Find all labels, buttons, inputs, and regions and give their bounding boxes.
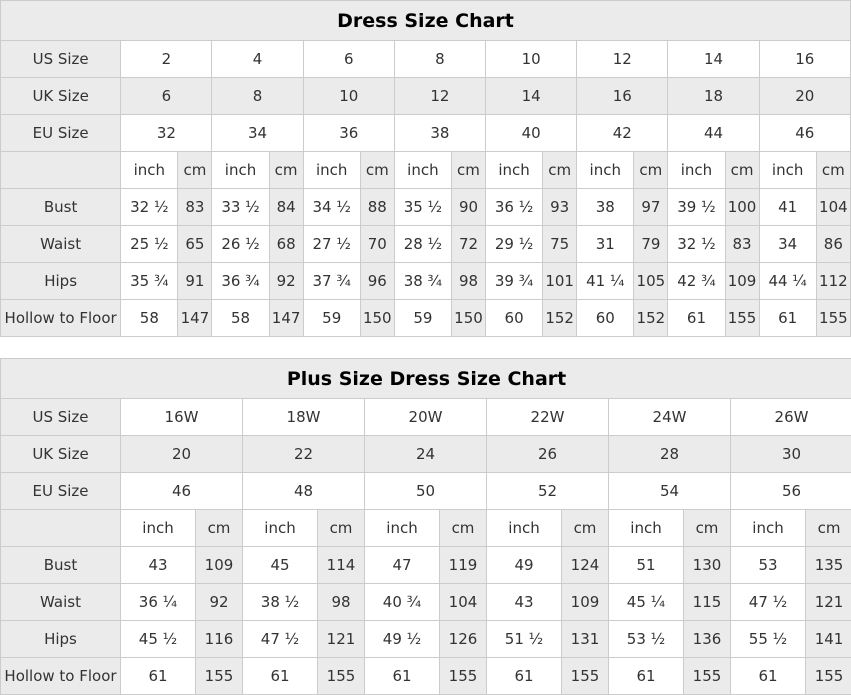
cm-value-cell: 104 (440, 584, 487, 621)
unit-header-inch-cell: inch (759, 152, 816, 189)
size-value-cell: 20 (121, 436, 243, 473)
unit-header-inch-cell: inch (394, 152, 451, 189)
row-label: Hips (1, 263, 121, 300)
inch-value-cell: 61 (365, 658, 440, 695)
cm-value-cell: 90 (451, 189, 485, 226)
cm-value-cell: 124 (562, 547, 609, 584)
cm-value-cell: 109 (725, 263, 759, 300)
cm-value-cell: 131 (562, 621, 609, 658)
inch-value-cell: 61 (731, 658, 806, 695)
size-row (1, 436, 851, 473)
size-value-cell: 10 (303, 78, 394, 115)
inch-value-cell: 28 ½ (394, 226, 451, 263)
size-value-cell: 30 (731, 436, 851, 473)
size-value-cell: 18 (668, 78, 759, 115)
cm-value-cell: 155 (440, 658, 487, 695)
cm-value-cell: 98 (318, 584, 365, 621)
inch-value-cell: 58 (212, 300, 269, 337)
inch-value-cell: 61 (243, 658, 318, 695)
inch-value-cell: 34 ½ (303, 189, 360, 226)
unit-header-cm-cell: cm (360, 152, 394, 189)
cm-value-cell: 109 (562, 584, 609, 621)
inch-value-cell: 61 (759, 300, 816, 337)
measurement-row (1, 584, 851, 621)
inch-value-cell: 33 ½ (212, 189, 269, 226)
inch-value-cell: 32 ½ (121, 189, 178, 226)
inch-value-cell: 47 (365, 547, 440, 584)
cm-value-cell: 98 (451, 263, 485, 300)
cm-value-cell: 88 (360, 189, 394, 226)
size-value-cell: 48 (243, 473, 365, 510)
inch-value-cell: 44 ¼ (759, 263, 816, 300)
cm-value-cell: 126 (440, 621, 487, 658)
size-value-cell: 16 (759, 41, 850, 78)
inch-value-cell: 41 (759, 189, 816, 226)
size-value-cell: 12 (394, 78, 485, 115)
size-value-cell: 2 (121, 41, 212, 78)
cm-value-cell: 141 (806, 621, 851, 658)
size-row (1, 473, 851, 510)
cm-value-cell: 119 (440, 547, 487, 584)
unit-header-inch-cell: inch (577, 152, 634, 189)
cm-value-cell: 92 (196, 584, 243, 621)
cm-value-cell: 147 (178, 300, 212, 337)
cm-value-cell: 130 (684, 547, 731, 584)
size-value-cell: 16 (577, 78, 668, 115)
measurement-row (1, 300, 851, 337)
cm-value-cell: 86 (816, 226, 850, 263)
table-title: Plus Size Dress Size Chart (1, 359, 851, 399)
cm-value-cell: 79 (634, 226, 668, 263)
inch-value-cell: 37 ¾ (303, 263, 360, 300)
unit-header-row (1, 152, 851, 189)
unit-header-cm-cell: cm (806, 510, 851, 547)
cm-value-cell: 96 (360, 263, 394, 300)
row-label: UK Size (1, 78, 121, 115)
cm-value-cell: 155 (725, 300, 759, 337)
inch-value-cell: 29 ½ (486, 226, 543, 263)
row-label: UK Size (1, 436, 121, 473)
row-label: Hollow to Floor (1, 300, 121, 337)
inch-value-cell: 51 (609, 547, 684, 584)
cm-value-cell: 65 (178, 226, 212, 263)
size-value-cell: 4 (212, 41, 303, 78)
inch-value-cell: 34 (759, 226, 816, 263)
unit-header-inch-cell: inch (121, 152, 178, 189)
inch-value-cell: 26 ½ (212, 226, 269, 263)
unit-header-inch-cell: inch (121, 510, 196, 547)
inch-value-cell: 43 (487, 584, 562, 621)
inch-value-cell: 36 ½ (486, 189, 543, 226)
size-value-cell: 56 (731, 473, 851, 510)
cm-value-cell: 100 (725, 189, 759, 226)
row-label: Bust (1, 189, 121, 226)
size-value-cell: 8 (212, 78, 303, 115)
cm-value-cell: 155 (816, 300, 850, 337)
row-label: EU Size (1, 473, 121, 510)
unit-header-inch-cell: inch (668, 152, 725, 189)
size-value-cell: 54 (609, 473, 731, 510)
size-value-cell: 46 (759, 115, 850, 152)
inch-value-cell: 61 (609, 658, 684, 695)
inch-value-cell: 39 ¾ (486, 263, 543, 300)
inch-value-cell: 45 ¼ (609, 584, 684, 621)
cm-value-cell: 68 (269, 226, 303, 263)
cm-value-cell: 83 (178, 189, 212, 226)
cm-value-cell: 84 (269, 189, 303, 226)
unit-header-cm-cell: cm (634, 152, 668, 189)
measurement-row (1, 189, 851, 226)
unit-header-inch-cell: inch (365, 510, 440, 547)
row-label: US Size (1, 41, 121, 78)
size-value-cell: 42 (577, 115, 668, 152)
unit-header-cm-cell: cm (684, 510, 731, 547)
size-value-cell: 34 (212, 115, 303, 152)
inch-value-cell: 27 ½ (303, 226, 360, 263)
size-chart-table (0, 0, 851, 337)
size-value-cell: 22W (487, 399, 609, 436)
unit-header-inch-cell: inch (609, 510, 684, 547)
plus-size-dress-size-chart-section (0, 358, 851, 695)
unit-header-inch-cell: inch (212, 152, 269, 189)
inch-value-cell: 51 ½ (487, 621, 562, 658)
inch-value-cell: 55 ½ (731, 621, 806, 658)
cm-value-cell: 92 (269, 263, 303, 300)
unit-header-inch-cell: inch (487, 510, 562, 547)
size-value-cell: 40 (486, 115, 577, 152)
size-value-cell: 18W (243, 399, 365, 436)
cm-value-cell: 97 (634, 189, 668, 226)
cm-value-cell: 75 (543, 226, 577, 263)
inch-value-cell: 38 ½ (243, 584, 318, 621)
cm-value-cell: 83 (725, 226, 759, 263)
unit-header-cm-cell: cm (269, 152, 303, 189)
cm-value-cell: 136 (684, 621, 731, 658)
size-value-cell: 44 (668, 115, 759, 152)
size-row (1, 115, 851, 152)
row-label: Hollow to Floor (1, 658, 121, 695)
unit-header-row (1, 510, 851, 547)
inch-value-cell: 47 ½ (243, 621, 318, 658)
inch-value-cell: 39 ½ (668, 189, 725, 226)
size-value-cell: 28 (609, 436, 731, 473)
inch-value-cell: 38 (577, 189, 634, 226)
size-value-cell: 52 (487, 473, 609, 510)
size-value-cell: 10 (486, 41, 577, 78)
cm-value-cell: 155 (684, 658, 731, 695)
cm-value-cell: 109 (196, 547, 243, 584)
unit-header-inch-cell: inch (486, 152, 543, 189)
size-value-cell: 26 (487, 436, 609, 473)
inch-value-cell: 41 ¼ (577, 263, 634, 300)
cm-value-cell: 93 (543, 189, 577, 226)
size-chart-table (0, 358, 851, 695)
inch-value-cell: 35 ½ (394, 189, 451, 226)
cm-value-cell: 155 (196, 658, 243, 695)
size-value-cell: 22 (243, 436, 365, 473)
measurement-row (1, 658, 851, 695)
cm-value-cell: 155 (562, 658, 609, 695)
measurement-row (1, 621, 851, 658)
inch-value-cell: 61 (121, 658, 196, 695)
row-label: Waist (1, 584, 121, 621)
size-value-cell: 50 (365, 473, 487, 510)
cm-value-cell: 147 (269, 300, 303, 337)
unit-header-inch-cell: inch (731, 510, 806, 547)
cm-value-cell: 115 (684, 584, 731, 621)
inch-value-cell: 49 ½ (365, 621, 440, 658)
inch-value-cell: 60 (486, 300, 543, 337)
row-label: US Size (1, 399, 121, 436)
unit-header-cm-cell: cm (543, 152, 577, 189)
size-value-cell: 14 (668, 41, 759, 78)
cm-value-cell: 121 (318, 621, 365, 658)
inch-value-cell: 47 ½ (731, 584, 806, 621)
cm-value-cell: 72 (451, 226, 485, 263)
cm-value-cell: 155 (318, 658, 365, 695)
size-value-cell: 20 (759, 78, 850, 115)
size-value-cell: 32 (121, 115, 212, 152)
cm-value-cell: 105 (634, 263, 668, 300)
size-value-cell: 20W (365, 399, 487, 436)
cm-value-cell: 104 (816, 189, 850, 226)
unit-header-cm-cell: cm (440, 510, 487, 547)
inch-value-cell: 61 (668, 300, 725, 337)
measurement-row (1, 547, 851, 584)
inch-value-cell: 45 (243, 547, 318, 584)
cm-value-cell: 91 (178, 263, 212, 300)
measurement-row (1, 226, 851, 263)
unit-header-cm-cell: cm (318, 510, 365, 547)
cm-value-cell: 114 (318, 547, 365, 584)
cm-value-cell: 152 (634, 300, 668, 337)
inch-value-cell: 32 ½ (668, 226, 725, 263)
cm-value-cell: 152 (543, 300, 577, 337)
size-value-cell: 38 (394, 115, 485, 152)
cm-value-cell: 101 (543, 263, 577, 300)
size-value-cell: 6 (121, 78, 212, 115)
size-value-cell: 6 (303, 41, 394, 78)
inch-value-cell: 58 (121, 300, 178, 337)
inch-value-cell: 61 (487, 658, 562, 695)
cm-value-cell: 112 (816, 263, 850, 300)
size-value-cell: 14 (486, 78, 577, 115)
inch-value-cell: 38 ¾ (394, 263, 451, 300)
row-label-empty (1, 510, 121, 547)
inch-value-cell: 25 ½ (121, 226, 178, 263)
row-label: Hips (1, 621, 121, 658)
cm-value-cell: 155 (806, 658, 851, 695)
size-value-cell: 12 (577, 41, 668, 78)
unit-header-cm-cell: cm (451, 152, 485, 189)
inch-value-cell: 53 (731, 547, 806, 584)
dress-size-chart-section (0, 0, 851, 337)
unit-header-cm-cell: cm (816, 152, 850, 189)
size-value-cell: 36 (303, 115, 394, 152)
unit-header-inch-cell: inch (243, 510, 318, 547)
inch-value-cell: 40 ¾ (365, 584, 440, 621)
size-value-cell: 26W (731, 399, 851, 436)
unit-header-cm-cell: cm (562, 510, 609, 547)
row-label: Bust (1, 547, 121, 584)
inch-value-cell: 59 (303, 300, 360, 337)
inch-value-cell: 35 ¾ (121, 263, 178, 300)
size-row (1, 78, 851, 115)
size-value-cell: 16W (121, 399, 243, 436)
cm-value-cell: 121 (806, 584, 851, 621)
size-row (1, 41, 851, 78)
inch-value-cell: 53 ½ (609, 621, 684, 658)
inch-value-cell: 31 (577, 226, 634, 263)
inch-value-cell: 60 (577, 300, 634, 337)
size-row (1, 399, 851, 436)
unit-header-cm-cell: cm (725, 152, 759, 189)
cm-value-cell: 70 (360, 226, 394, 263)
inch-value-cell: 59 (394, 300, 451, 337)
cm-value-cell: 135 (806, 547, 851, 584)
inch-value-cell: 49 (487, 547, 562, 584)
cm-value-cell: 116 (196, 621, 243, 658)
size-value-cell: 24W (609, 399, 731, 436)
row-label-empty (1, 152, 121, 189)
unit-header-cm-cell: cm (196, 510, 243, 547)
inch-value-cell: 45 ½ (121, 621, 196, 658)
size-value-cell: 24 (365, 436, 487, 473)
row-label: EU Size (1, 115, 121, 152)
inch-value-cell: 42 ¾ (668, 263, 725, 300)
table-title: Dress Size Chart (1, 1, 851, 41)
cm-value-cell: 150 (451, 300, 485, 337)
inch-value-cell: 43 (121, 547, 196, 584)
row-label: Waist (1, 226, 121, 263)
inch-value-cell: 36 ¼ (121, 584, 196, 621)
unit-header-cm-cell: cm (178, 152, 212, 189)
cm-value-cell: 150 (360, 300, 394, 337)
inch-value-cell: 36 ¾ (212, 263, 269, 300)
unit-header-inch-cell: inch (303, 152, 360, 189)
size-value-cell: 46 (121, 473, 243, 510)
size-value-cell: 8 (394, 41, 485, 78)
measurement-row (1, 263, 851, 300)
